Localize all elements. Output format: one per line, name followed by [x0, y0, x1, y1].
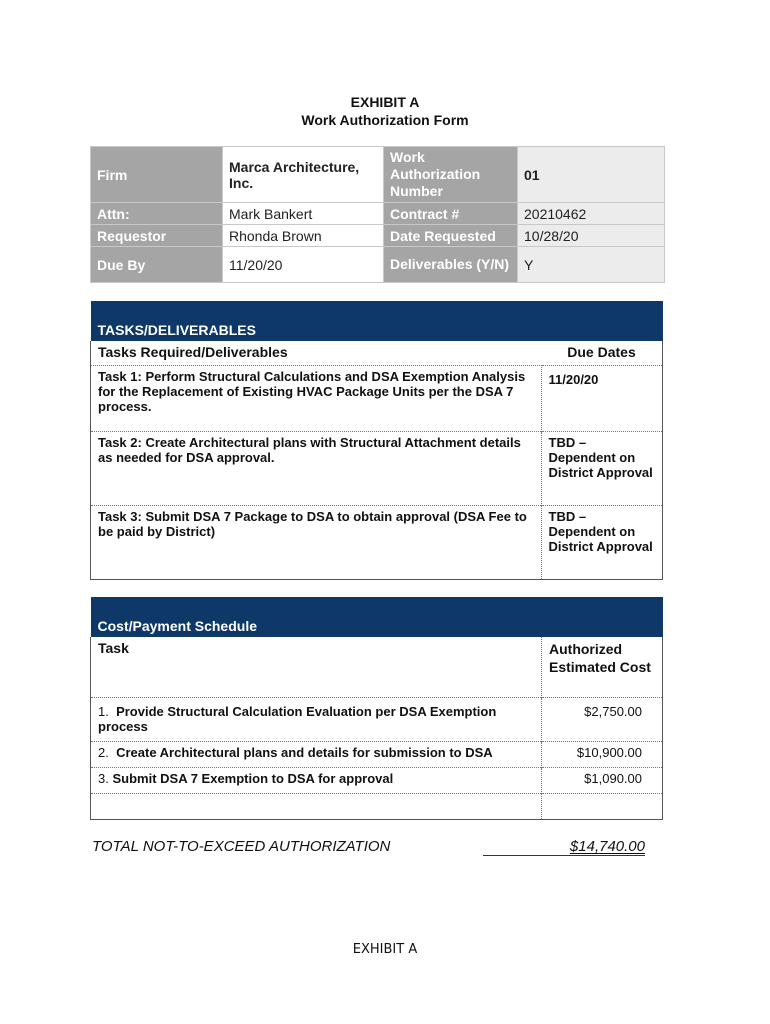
work-authorization-label: Work Authorization Number	[384, 147, 518, 203]
attn-label: Attn:	[91, 203, 223, 225]
cost-row-3-amount: $1,090.00	[542, 767, 663, 793]
due-dates-column-header: Due Dates	[541, 341, 663, 365]
firm-label: Firm	[91, 147, 223, 203]
tasks-table	[90, 301, 663, 580]
cost-row-3-num: 3.	[98, 770, 109, 786]
deliverables-label: Deliverables (Y/N)	[384, 247, 518, 283]
total-underline	[483, 855, 645, 856]
table-row	[91, 741, 663, 767]
cost-row-empty-task	[91, 793, 542, 819]
table-row	[91, 431, 663, 505]
task-1-due: 11/20/20	[541, 365, 663, 431]
contract-label: Contract #	[384, 203, 518, 225]
task-1-description: Task 1: Perform Structural Calculations and DSA Exemption Analysis for the Replacement of Existing HVAC Package Units per the DSA 7 process.	[91, 365, 542, 431]
form-title: Work Authorization Form	[301, 112, 469, 128]
task-2-description: Task 2: Create Architectural plans with Structural Attachment details as needed for DSA approval.	[91, 431, 542, 505]
cost-row-2-num: 2.	[98, 744, 109, 760]
header-info-table	[90, 146, 665, 283]
cost-row-1-desc: Provide Structural Calculation Evaluation per DSA Exemption process	[98, 703, 497, 734]
table-row	[91, 697, 663, 741]
due-by-label: Due By	[91, 247, 223, 283]
exhibit-title: EXHIBIT A	[350, 94, 420, 110]
cost-row-2-amount: $10,900.00	[542, 741, 663, 767]
table-row	[91, 365, 663, 431]
total-label: TOTAL NOT-TO-EXCEED AUTHORIZATION	[92, 838, 391, 855]
cost-row-1-task	[91, 697, 542, 741]
total-value: $14,740.00	[569, 838, 645, 855]
cost-row-empty-amount	[542, 793, 663, 819]
work-authorization-value: 01	[518, 147, 665, 203]
requestor-label: Requestor	[91, 225, 223, 247]
cost-section-title: Cost/Payment Schedule	[91, 597, 663, 637]
task-3-due: TBD – Dependent on District Approval	[541, 505, 663, 579]
cost-row-2-desc: Create Architectural plans and details for submission to DSA	[116, 744, 493, 760]
cost-row-1-amount: $2,750.00	[542, 697, 663, 741]
firm-value: Marca Architecture, Inc.	[223, 147, 384, 203]
task-2-due: TBD – Dependent on District Approval	[541, 431, 663, 505]
date-requested-label: Date Requested	[384, 225, 518, 247]
deliverables-value: Y	[518, 247, 665, 283]
cost-row-2-task	[91, 741, 542, 767]
task-3-description: Task 3: Submit DSA 7 Package to DSA to obtain approval (DSA Fee to be paid by District)	[91, 505, 542, 579]
requestor-value: Rhonda Brown	[223, 225, 384, 247]
cost-row-1-num: 1.	[98, 703, 109, 719]
date-requested-value: 10/28/20	[518, 225, 665, 247]
attn-value: Mark Bankert	[223, 203, 384, 225]
table-row	[91, 505, 663, 579]
authorized-cost-column-header: Authorized Estimated Cost	[542, 637, 663, 697]
tasks-section-title: TASKS/DELIVERABLES	[91, 301, 663, 341]
tasks-column-header: Tasks Required/Deliverables	[91, 341, 542, 365]
cost-row-3-desc: Submit DSA 7 Exemption to DSA for approval	[112, 770, 394, 786]
table-row-empty	[91, 793, 663, 819]
due-by-value: 11/20/20	[223, 247, 384, 283]
contract-value: 20210462	[518, 203, 665, 225]
cost-schedule-table	[90, 597, 663, 820]
table-row	[91, 767, 663, 793]
cost-task-column-header: Task	[91, 637, 542, 697]
page-footer: EXHIBIT A	[352, 942, 418, 957]
cost-row-3-task	[91, 767, 542, 793]
